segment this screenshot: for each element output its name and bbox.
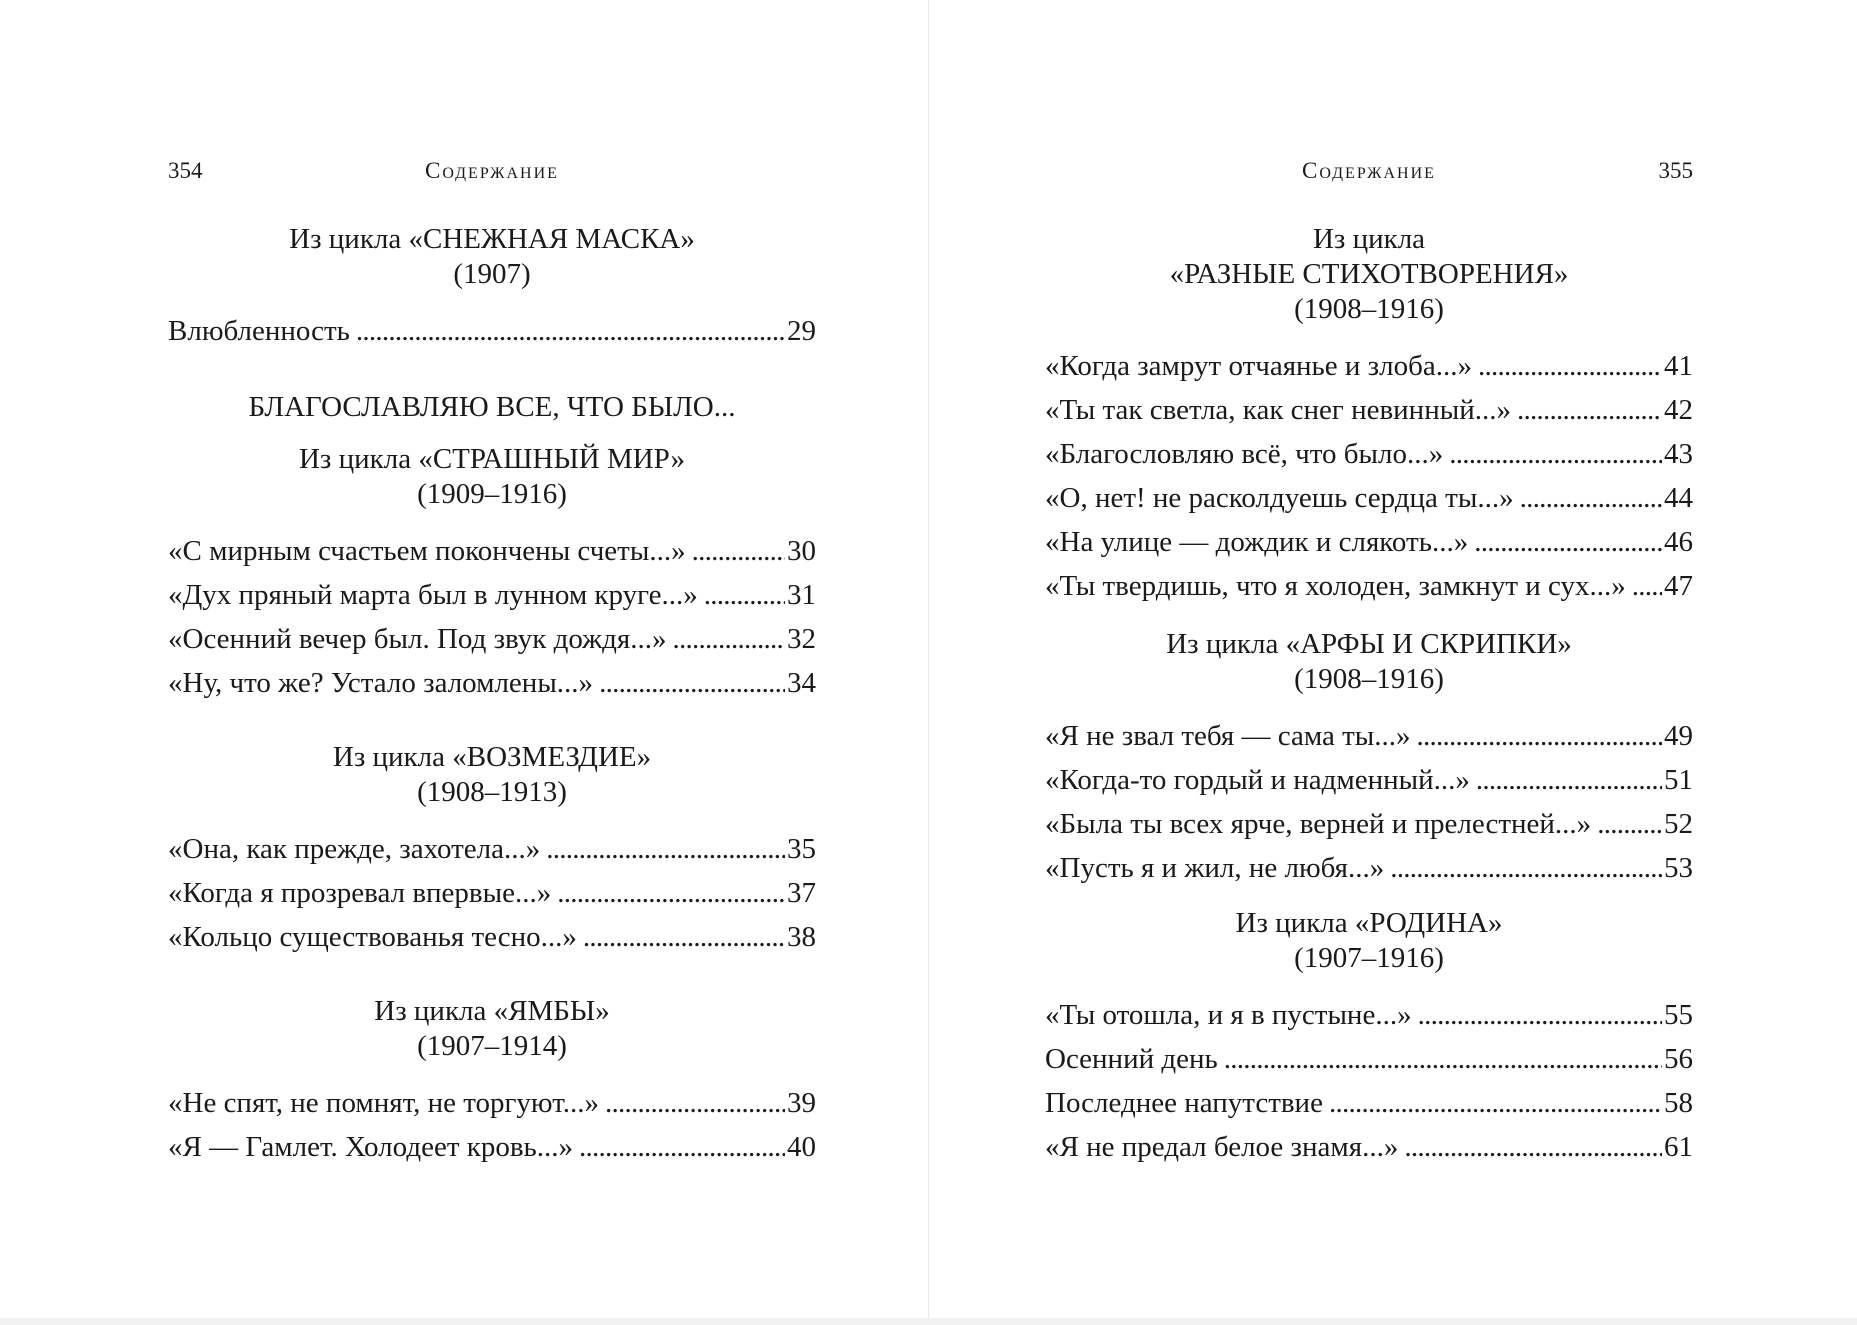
entry-page: 58 xyxy=(1664,1087,1693,1119)
toc-entry[interactable] xyxy=(168,309,816,353)
section-heading: Из цикла «СНЕЖНАЯ МАСКА» xyxy=(289,223,695,255)
entry-page: 44 xyxy=(1664,482,1693,514)
entry-title: Влюбленность xyxy=(168,315,350,347)
left-running-head xyxy=(168,154,816,188)
entry-page: 35 xyxy=(787,833,816,865)
entry-title: «Ты так светла, как снег невинный...» xyxy=(1045,394,1511,426)
section-heading: Из цикла «ВОЗМЕЗДИЕ» xyxy=(332,741,652,773)
entry-page: 31 xyxy=(787,579,816,611)
section-retribution xyxy=(168,740,816,959)
section-iambs xyxy=(168,994,816,1169)
toc-entry[interactable] xyxy=(1045,1081,1693,1125)
toc-entry[interactable] xyxy=(1045,432,1693,476)
entry-page: 30 xyxy=(787,535,816,567)
running-head-title: Содержание xyxy=(1302,158,1436,183)
toc-entry[interactable] xyxy=(1045,520,1693,564)
entry-page: 49 xyxy=(1664,720,1693,752)
entry-page: 40 xyxy=(787,1131,816,1163)
section-snow-mask xyxy=(168,222,816,353)
right-page xyxy=(929,0,1857,1325)
toc-entry[interactable] xyxy=(1045,758,1693,802)
toc-entry[interactable] xyxy=(168,827,816,871)
toc-entry[interactable] xyxy=(1045,564,1693,608)
section-terrible-world xyxy=(168,442,816,705)
section-harps-violins xyxy=(1045,627,1693,890)
entry-title: «Дух пряный марта был в лунном круге...» xyxy=(168,579,698,611)
section-heading: Из цикла «СТРАШНЫЙ МИР» xyxy=(298,443,686,475)
toc-entry[interactable] xyxy=(168,661,816,705)
section-years: (1909–1916) xyxy=(417,478,567,510)
section-years: (1908–1916) xyxy=(1294,663,1444,695)
toc-entry[interactable] xyxy=(1045,1125,1693,1169)
page-bottom-edge xyxy=(0,1318,1857,1325)
entry-page: 32 xyxy=(787,623,816,655)
section-heading: Из цикла «РОДИНА» xyxy=(1235,907,1503,939)
entry-title: «Ты отошла, и я в пустыне...» xyxy=(1045,999,1412,1031)
toc-entry[interactable] xyxy=(1045,714,1693,758)
entry-page: 53 xyxy=(1664,852,1693,884)
entry-title: «Она, как прежде, захотела...» xyxy=(168,833,541,865)
entry-page: 61 xyxy=(1664,1131,1693,1163)
entry-title: «О, нет! не расколдуешь сердца ты...» xyxy=(1045,482,1514,514)
part-title: БЛАГОСЛАВЛЯЮ ВСЕ, ЧТО БЫЛО... xyxy=(248,391,736,423)
section-heading: Из цикла xyxy=(1312,223,1426,255)
entry-title: «Ну, что же? Устало заломлены...» xyxy=(168,667,594,699)
right-running-head xyxy=(1045,154,1693,188)
left-page xyxy=(0,0,928,1325)
entry-title: «Когда замрут отчаянье и злоба...» xyxy=(1045,350,1472,382)
entry-page: 38 xyxy=(787,921,816,953)
part-title-block xyxy=(168,390,816,425)
section-heading-cont: «РАЗНЫЕ СТИХОТВОРЕНИЯ» xyxy=(1169,258,1569,290)
toc-entry[interactable] xyxy=(168,1125,816,1169)
entry-title: «Я не предал белое знамя...» xyxy=(1045,1131,1399,1163)
entry-title: «Я — Гамлет. Холодеет кровь...» xyxy=(168,1131,573,1163)
entry-title: «Кольцо существованья тесно...» xyxy=(168,921,577,953)
entry-title: «Не спят, не помнят, не торгуют...» xyxy=(168,1087,599,1119)
toc-entry[interactable] xyxy=(1045,476,1693,520)
entry-page: 29 xyxy=(787,315,816,347)
toc-entry[interactable] xyxy=(168,915,816,959)
toc-entry[interactable] xyxy=(1045,344,1693,388)
entry-title: «Когда я прозревал впервые...» xyxy=(168,877,552,909)
section-years: (1907) xyxy=(453,258,531,290)
toc-entry[interactable] xyxy=(1045,388,1693,432)
toc-entry[interactable] xyxy=(168,871,816,915)
entry-title: Осенний день xyxy=(1045,1043,1218,1075)
entry-page: 37 xyxy=(787,877,816,909)
entry-page: 51 xyxy=(1664,764,1693,796)
entry-title: «Благословляю всё, что было...» xyxy=(1045,438,1444,470)
toc-entry[interactable] xyxy=(1045,802,1693,846)
section-years: (1908–1916) xyxy=(1294,293,1444,325)
entry-page: 41 xyxy=(1664,350,1693,382)
entry-page: 39 xyxy=(787,1087,816,1119)
entry-title: «Пусть я и жил, не любя...» xyxy=(1045,852,1385,884)
section-years: (1907–1914) xyxy=(417,1030,567,1062)
entry-title: «С мирным счастьем покончены счеты...» xyxy=(168,535,686,567)
section-years: (1908–1913) xyxy=(417,776,567,808)
entry-title: «Была ты всех ярче, верней и прелестней...» xyxy=(1045,808,1592,840)
entry-title: «Я не звал тебя — сама ты...» xyxy=(1045,720,1411,752)
toc-entry[interactable] xyxy=(168,573,816,617)
section-homeland xyxy=(1045,906,1693,1169)
entry-page: 52 xyxy=(1664,808,1693,840)
entry-title: «Ты твердишь, что я холоден, замкнут и сух...» xyxy=(1045,570,1626,602)
page-number: 354 xyxy=(168,158,203,183)
running-head-title: Содержание xyxy=(425,158,559,183)
toc-entry[interactable] xyxy=(1045,1037,1693,1081)
section-heading: Из цикла «АРФЫ И СКРИПКИ» xyxy=(1166,628,1572,660)
entry-page: 43 xyxy=(1664,438,1693,470)
section-years: (1907–1916) xyxy=(1294,942,1444,974)
entry-title: «На улице — дождик и слякоть...» xyxy=(1045,526,1469,558)
entry-page: 55 xyxy=(1664,999,1693,1031)
toc-entry[interactable] xyxy=(1045,993,1693,1037)
toc-entry[interactable] xyxy=(168,617,816,661)
entry-title: «Осенний вечер был. Под звук дождя...» xyxy=(168,623,667,655)
entry-page: 46 xyxy=(1664,526,1693,558)
entry-page: 47 xyxy=(1664,570,1693,602)
page-number: 355 xyxy=(1658,158,1693,183)
toc-entry[interactable] xyxy=(168,1081,816,1125)
entry-page: 34 xyxy=(787,667,816,699)
entry-title: «Когда-то гордый и надменный...» xyxy=(1045,764,1470,796)
entry-page: 42 xyxy=(1664,394,1693,426)
section-various-poems xyxy=(1045,222,1693,608)
section-heading: Из цикла «ЯМБЫ» xyxy=(374,995,610,1027)
entry-title: Последнее напутствие xyxy=(1045,1087,1323,1119)
entry-page: 56 xyxy=(1664,1043,1693,1075)
toc-entry[interactable] xyxy=(1045,846,1693,890)
toc-entry[interactable] xyxy=(168,529,816,573)
